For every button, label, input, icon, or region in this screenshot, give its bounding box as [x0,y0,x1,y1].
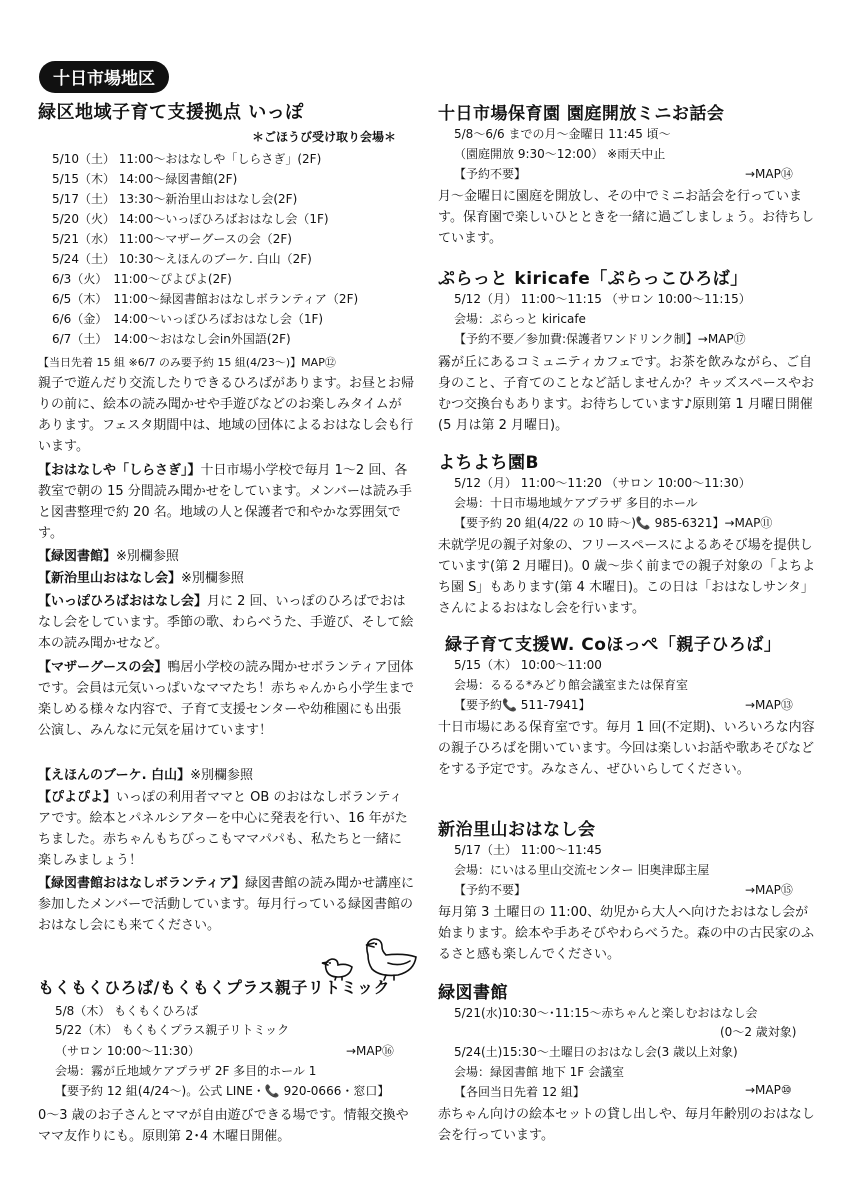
group-library-volunteer [38,873,414,936]
group-text: 十日市場小学校で毎月 1～2 回、各教室で朝の 15 分間読み聞かせをしています。メンバーは読み手と図書整理で約 20 名。地域の人と保護者で和やかな雰囲気です。 [38,463,412,541]
group-name: 【いっぽひろばおはなし会】 [38,594,208,609]
ippo-subtitle: ＊ごほうび受け取り会場＊ [252,130,397,144]
ippo-note: 【当日先着 15 組 ※6/7 のみ要予約 15 組(4/23～)】MAP⑫ [38,356,336,369]
hoikuen-title: 十日市場保育園 園庭開放ミニお話会 [438,104,725,124]
mokumoku-line: 5/22（木） もくもくプラス親子リトミック [55,1023,290,1037]
hoikuen-line: （園庭開放 9:30～12:00） ※雨天中止 [454,147,666,161]
group-piyopiyo [38,787,414,871]
hoikuen-line: 5/8～6/6 までの月～金曜日 11:45 頃～ [454,127,671,141]
library-line: (0～2 歳対象) [720,1025,797,1039]
mokumoku-line: 5/8（木） もくもくひろば [55,1004,199,1018]
group-name: 【ぴよぴよ】 [38,790,117,805]
schedule-item: 6/6（金） 14:00～いっぽひろばおはなし会（1F) [52,312,324,326]
kiricafe-line: 【予約不要／参加費:保護者ワンドリンク制】→MAP⑰ [454,332,746,346]
group-name: 【緑図書館おはなしボランティア】 [38,876,245,891]
hoppe-title: 緑子育て支援W. Coほっぺ「親子ひろば」 [445,635,782,655]
schedule-item: 5/21（水） 11:00～マザーグースの会（2F) [52,232,292,246]
library-title: 緑図書館 [438,983,508,1003]
library-description: 赤ちゃん向けの絵本セットの貸し出しや、毎月年齢別のおはなし会を行っています。 [438,1107,815,1143]
hoikuen-description: 月～金曜日に園庭を開放し、その中でミニお話会を行っています。保育園で楽しいひとときを一緒に過ごしましょう。お待ちしています。 [438,189,814,246]
group-text: ※別欄参照 [190,768,253,783]
schedule-item: 5/17（土） 13:30～新治里山おはなし会(2F) [52,192,298,206]
duck-illustration-icon [320,933,420,981]
hoikuen-map-ref: →MAP⑭ [745,167,793,181]
schedule-item: 5/20（火） 14:00～いっぽひろばおはなし会（1F) [52,212,329,226]
kiricafe-line: 5/12（月） 11:00～11:15 （サロン 10:00～11:15） [454,292,751,306]
schedule-item: 5/24（土） 10:30～えほんのブーケ. 白山（2F) [52,252,312,266]
niiharu-line: 5/17（土） 11:00～11:45 [454,843,602,857]
group-ippo-hiroba [38,591,414,654]
group-niiharu [38,568,414,589]
mokumoku-venue: 会場：霧が丘地域ケアプラザ 2F 多目的ホール 1 [55,1064,317,1078]
group-name: 【えほんのブーケ. 白山】 [38,768,191,783]
hoppe-line: 【要予約📞 511-7941】 [454,698,591,712]
group-text: 緑図書館の読み聞かせ講座に参加したメンバーで活動しています。毎月行っている緑図書館のおはなし会にも来てください。 [38,876,414,933]
group-text: いっぽの利用者ママと OB のおはなしボランティアです。絵本とパネルシアターを中心に発表を行い、16 年がたちました。赤ちゃんもちびっこもママパパも、私たちと一緒に楽しみましょう！ [38,790,408,868]
niiharu-map-ref: →MAP⑮ [745,883,793,897]
library-line: 会場：緑図書館 地下 1F 会議室 [454,1065,624,1079]
kiricafe-description: 霧が丘にあるコミュニティカフェです。お茶を飲みながら、ご自身のこと、子育てのことなど話しませんか？キッズスペースやおむつ交換台もあります。お待ちしています♪原則第 1 月曜日開催(5 月は第 2 月曜日)。 [438,355,815,433]
group-name: 【新治里山おはなし会】 [38,571,182,586]
mokumoku-line: （サロン 10:00～11:30） [55,1044,200,1058]
hoppe-line: 5/15（木） 10:00～11:00 [454,658,602,672]
schedule-item: 6/7（土） 14:00～おはなし会in外国語(2F) [52,332,291,346]
library-map-ref: →MAP⑩ [745,1083,792,1097]
group-text: 鴨居小学校の読み聞かせボランティア団体です。会員は元気いっぱいなママたち！赤ちゃんから小学生まで楽しめる様々な内容で、子育て支援センターや幼稚園にも出張公演し、みんなに元気を届けています！ [38,660,414,738]
group-name: 【マザーグースの会】 [38,660,168,675]
niiharu-line: 【予約不要】 [454,883,527,897]
niiharu-title: 新治里山おはなし会 [438,820,596,840]
niiharu-line: 会場：にいはる里山交流センター 旧奥津邸主屋 [454,863,710,877]
area-label: 十日市場地区 [39,61,169,93]
group-text: ※別欄参照 [181,571,244,586]
ippo-title: 緑区地域子育て支援拠点 いっぽ [38,102,304,123]
group-ehon-bouquet [38,765,414,786]
kiricafe-title: ぷらっと kiricafe「ぷらっこひろば」 [438,269,748,289]
mokumoku-description: 0～3 歳のお子さんとママが自由遊びできる場です。情報交換やママ友作りにも。原則第 2･4 木曜日開催。 [38,1108,409,1144]
mokumoku-map-ref: →MAP⑯ [346,1044,394,1058]
group-text: ※別欄参照 [116,549,179,564]
group-name: 【おはなしや「しらさぎ」】 [38,463,201,478]
library-line: 【各回当日先着 12 組】 [454,1085,585,1099]
yochiyochi-line: 【要予約 20 組(4/22 の 10 時～)📞 985-6321】→MAP⑪ [454,516,773,530]
group-library [38,546,414,567]
mokumoku-reservation: 【要予約 12 組(4/24～)。公式 LINE・📞 920-0666・窓口】 [55,1084,390,1098]
schedule-item: 5/10（土） 11:00～おはなしや「しらさぎ」(2F) [52,152,322,166]
yochiyochi-description: 未就学児の親子対象の、フリースペースによるあそび場を提供しています(第 2 月曜日)。0 歳～歩く前までの親子対象の「よちよち園 S」もあります(第 4 木曜日)。この日は「おはなしサンタ」さんによるおはなし会を行います。 [438,538,816,616]
yochiyochi-line: 5/12（月） 11:00～11:20 （サロン 10:00～11:30） [454,476,751,490]
mokumoku-title: もくもくひろば/もくもくプラス親子リトミック [38,978,391,997]
hoppe-map-ref: →MAP⑬ [745,698,793,712]
group-text: 月に 2 回、いっぽのひろばでおはなし会をしています。季節の歌、わらべうた、手遊び、そして絵本の読み聞かせなど。 [38,594,414,651]
schedule-item: 6/5（木） 11:00～緑図書館おはなしボランティア（2F) [52,292,359,306]
kiricafe-line: 会場：ぷらっと kiricafe [454,312,586,326]
library-line: 5/24(土)15:30～土曜日のおはなし会(3 歳以上対象) [454,1045,738,1059]
niiharu-description: 毎月第 3 土曜日の 11:00、幼児から大人へ向けたおはなし会が始まります。絵本や手あそびやわらべうた。森の中の古民家のふるさと感も楽しんでください。 [438,905,814,962]
schedule-item: 5/15（木） 14:00～緑図書館(2F) [52,172,238,186]
group-shirasagi [38,460,414,544]
hoppe-line: 会場：るるる*みどり館会議室または保育室 [454,678,689,692]
hoikuen-line: 【予約不要】 [454,167,527,181]
group-mother-goose [38,657,414,741]
library-line: 5/21(水)10:30～･11:15～赤ちゃんと楽しむおはなし会 [454,1006,758,1020]
yochiyochi-title: よちよち園B [438,453,539,473]
yochiyochi-line: 会場：十日市場地域ケアプラザ 多目的ホール [454,496,698,510]
schedule-item: 6/3（火） 11:00～ぴよぴよ(2F) [52,272,232,286]
group-name: 【緑図書館】 [38,549,117,564]
ippo-description: 親子で遊んだり交流したりできるひろばがあります。お昼とお帰りの前に、絵本の読み聞かせや手遊びなどのお楽しみタイムがあります。フェスタ期間中は、地域の団体によるおはなし会も行います。 [38,376,414,454]
hoppe-description: 十日市場にある保育室です。毎月 1 回(不定期)、いろいろな内容の親子ひろばを開いています。今回は楽しいお話や歌あそびなどをする予定です。みなさん、ぜひいらしてください。 [438,720,815,777]
